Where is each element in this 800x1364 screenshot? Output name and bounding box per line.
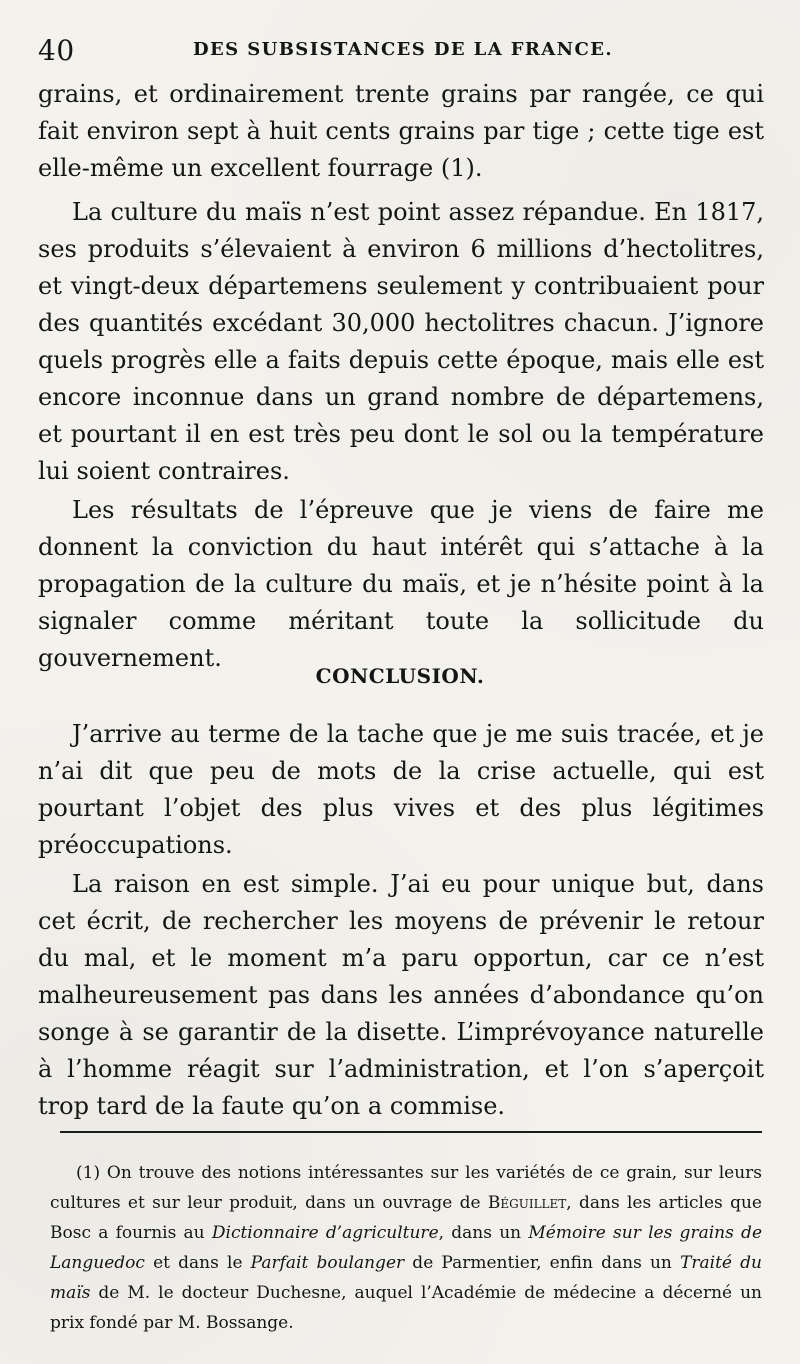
paragraph-corn-culture bbox=[38, 194, 764, 490]
paragraph-text: Les résultats de l’épreuve que je viens de faire me donnent la conviction du haut intérêt qui s’attache à la propagation de la culture du maïs, et je n’hésite point à la signaler comme méritant toute la sollicitude du gouvernement. bbox=[38, 496, 764, 672]
footnote-divider bbox=[60, 1131, 762, 1133]
footnote bbox=[50, 1158, 762, 1338]
paragraph-conclusion-2 bbox=[38, 866, 764, 1125]
footnote-part-3: , dans un bbox=[438, 1223, 529, 1243]
footnote-part-5: de Parmentier, enfin dans un bbox=[404, 1253, 681, 1273]
paragraph-text: J’arrive au terme de la tache que je me suis tracée, et je n’ai dit que peu de mots de la crise actuelle, qui est pourtant l’objet des plus vives et des plus légitimes préoccupations. bbox=[38, 720, 764, 859]
footnote-part-2: , dans les articles que Bosc a fournis au bbox=[50, 1193, 762, 1243]
running-head: DES SUBSISTANCES DE LA FRANCE. bbox=[193, 39, 614, 60]
memoire-title: Mémoire sur les grains de Languedoc bbox=[50, 1223, 762, 1273]
footnote-part-6: de M. le docteur Duchesne, auquel l’Académie de médecine a décerné un prix fondé par M. Bossange. bbox=[50, 1283, 762, 1333]
parfait-title: Parfait boulanger bbox=[250, 1253, 405, 1273]
footnote-part-4: et dans le bbox=[144, 1253, 251, 1273]
conclusion-heading: CONCLUSION. bbox=[315, 664, 485, 688]
author-beguillet: Béguillet bbox=[487, 1193, 567, 1213]
paragraph-continuation bbox=[38, 76, 764, 187]
paragraph-text: La raison en est simple. J’ai eu pour unique but, dans cet écrit, de rechercher les moyens de prévenir le retour du mal, et le moment m’a paru opportun, car ce n’est malheureusement pas dans les années d’abondance qu’on songe à se garantir de la disette. L’imprévoyance naturelle à l’homme réagit sur l’administration, et l’on s’aperçoit trop tard de la faute qu’on a commise. bbox=[38, 870, 764, 1120]
dictionary-title: Dictionnaire d’agriculture bbox=[211, 1223, 439, 1243]
paragraph-text: grains, et ordinairement trente grains par rangée, ce qui fait environ sept à huit cents grains par tige ; cette tige est elle-même un excellent fourrage (1). bbox=[38, 80, 764, 182]
page-header bbox=[38, 34, 762, 68]
paragraph-results bbox=[38, 492, 764, 677]
paragraph-text: La culture du maïs n’est point assez répandue. En 1817, ses produits s’élevaient à environ 6 millions d’hectolitres, et vingt-deux départemens seulement y contribuaient pour des quantités excédant 30,000 hectolitres chacun. J’ignore quels progrès elle a faits depuis cette époque, mais elle est encore inconnue dans un grand nombre de départemens, et pourtant il en est très peu dont le sol ou la température lui soient contraires. bbox=[38, 198, 764, 485]
footnote-text bbox=[50, 1158, 762, 1338]
traite-title: Traité du maïs bbox=[50, 1253, 762, 1303]
footnote-prefix: (1) On trouve des notions intéressantes sur les variétés de ce grain, sur leurs cultures et sur leur produit, dans un ouvrage de bbox=[50, 1163, 762, 1213]
paragraph-conclusion-1 bbox=[38, 716, 764, 864]
page-number: 40 bbox=[38, 34, 75, 67]
